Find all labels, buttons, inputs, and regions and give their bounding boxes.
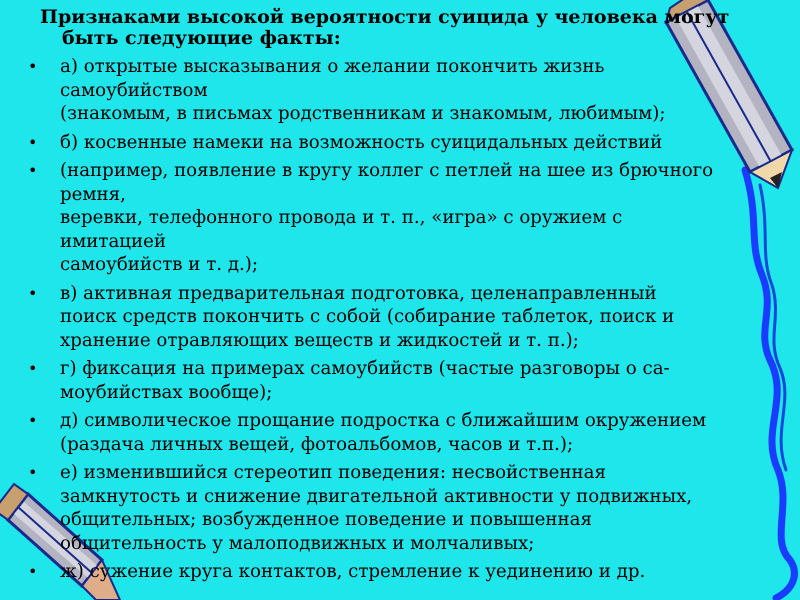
- item-line: общительных; возбужденное поведение и повышенная: [60, 509, 592, 530]
- item-line: (раздача личных вещей, фотоальбомов, часов и т.п.);: [60, 433, 574, 455]
- item-line: д) символическое прощание подростка с ближайшим окружением: [60, 410, 707, 431]
- item-line: замкнутость и снижение двигательной активности у подвижных,: [60, 485, 693, 507]
- item-line: (знакомым, в письмах родственникам и знакомым, любимым);: [60, 103, 666, 124]
- item-line: общительность у малоподвижных и молчаливых;: [60, 532, 535, 554]
- bullet-icon: •: [28, 161, 38, 180]
- list-item: [26, 357, 766, 404]
- list-item: [26, 409, 766, 456]
- list-item: [26, 560, 766, 584]
- bullet-icon: •: [28, 562, 38, 581]
- item-line: веревки, телефонного провода и т. п., «игра» с оружием с: [60, 207, 623, 228]
- item-line: б) косвенные намеки на возможность суицидальных действий: [60, 131, 663, 153]
- item-line: моубийствах вообще);: [60, 381, 273, 403]
- item-line: в) активная предварительная подготовка, целенаправленный: [60, 282, 657, 304]
- item-line: ж) сужение круга контактов, стремление к уединению и др.: [60, 561, 646, 582]
- list-item: [26, 461, 766, 555]
- signs-list: [26, 55, 766, 589]
- item-line: г) фиксация на примерах самоубийств (частые разговоры о са-: [60, 358, 670, 379]
- bullet-icon: •: [28, 132, 38, 152]
- item-line: хранение отравляющих веществ и жидкостей и т. п.);: [60, 329, 579, 351]
- bullet-icon: •: [28, 463, 38, 482]
- item-line: е) изменившийся стереотип поведения: несвойственная: [60, 462, 606, 483]
- list-item: [26, 282, 766, 353]
- item-line: поиск средств покончить с собой (собирание таблеток, поиск и: [60, 306, 675, 327]
- bullet-icon: •: [28, 359, 38, 378]
- item-line: (например, появление в кругу коллег с петлей на шее из брючного: [60, 160, 714, 181]
- bullet-icon: •: [28, 57, 38, 76]
- item-line: самоубийств и т. д.);: [60, 254, 259, 275]
- slide-heading: [38, 7, 758, 49]
- list-item: [26, 131, 766, 155]
- heading-line: Признаками высокой вероятности суицида у человека могут: [40, 6, 730, 28]
- list-item: [26, 55, 766, 126]
- item-line: ремня,: [60, 183, 126, 205]
- item-line: самоубийством: [60, 79, 208, 101]
- heading-line: быть следующие факты:: [62, 27, 341, 49]
- list-item: [26, 159, 766, 277]
- bullet-icon: •: [28, 283, 38, 303]
- item-line: имитацией: [60, 230, 166, 252]
- bullet-icon: •: [28, 411, 38, 430]
- item-line: а) открытые высказывания о желании покончить жизнь: [60, 56, 605, 77]
